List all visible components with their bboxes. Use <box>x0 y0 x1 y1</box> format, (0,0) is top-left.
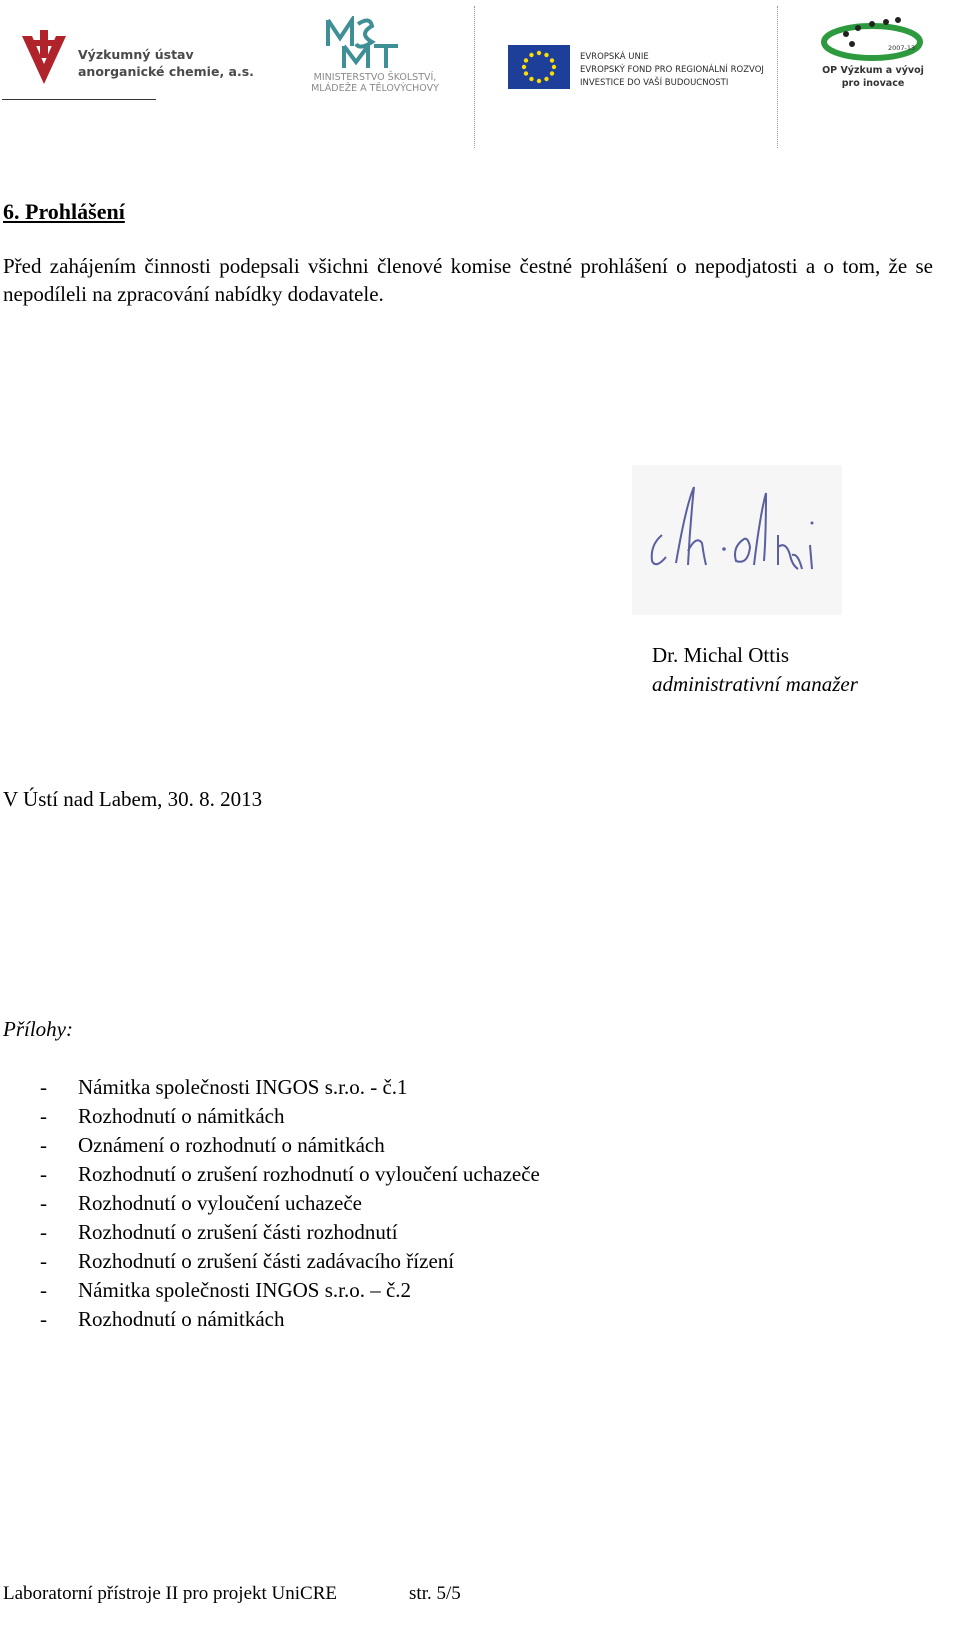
footer-page-number: str. 5/5 <box>409 1583 461 1604</box>
signatory-name: Dr. Michal Ottis <box>652 643 790 667</box>
list-item-text: Rozhodnutí o zrušení části rozhodnutí <box>78 1220 398 1244</box>
list-item-text: Rozhodnutí o zrušení rozhodnutí o vyloučení uchazeče <box>78 1162 540 1186</box>
list-item-text: Rozhodnutí o námitkách <box>78 1307 285 1331</box>
eu-logo-line-3: INVESTICE DO VAŠÍ BUDOUCNOSTI <box>580 78 729 88</box>
eu-logo-line-2: EVROPSKÝ FOND PRO REGIONÁLNÍ ROZVOJ <box>580 65 764 75</box>
list-item-text: Námitka společnosti INGOS s.r.o. - č.1 <box>78 1075 408 1099</box>
list-dash: - <box>40 1307 47 1331</box>
list-dash: - <box>40 1278 47 1302</box>
vuanch-logo-line-1: Výzkumný ústav <box>78 47 194 62</box>
list-dash: - <box>40 1133 47 1157</box>
list-item-text: Námitka společnosti INGOS s.r.o. – č.2 <box>78 1278 412 1302</box>
page-footer <box>3 1581 461 1607</box>
attachments-heading: Přílohy: <box>3 1017 73 1041</box>
list-item-text: Rozhodnutí o vyloučení uchazeče <box>78 1191 362 1215</box>
op-vavpi-emblem-icon <box>818 14 928 64</box>
eu-flag-icon <box>508 45 570 89</box>
vuanch-logo-text <box>78 46 254 80</box>
list-dash: - <box>40 1162 47 1186</box>
section-heading: 6. Prohlášení <box>3 199 125 224</box>
list-item-text: Oznámení o rozhodnutí o námitkách <box>78 1133 385 1157</box>
vuanch-emblem-icon <box>18 30 70 88</box>
logo-divider <box>474 6 475 148</box>
header-underline <box>2 99 156 100</box>
msmt-logo-text <box>300 72 450 94</box>
signatory-role: administrativní manažer <box>652 672 858 696</box>
list-dash: - <box>40 1104 47 1128</box>
list-dash: - <box>40 1075 47 1099</box>
op-vavpi-logo-line-1: OP Výzkum a vývoj <box>822 65 924 76</box>
op-vavpi-years: 2007-13 <box>888 44 916 52</box>
footer-project-name: Laboratorní přístroje II pro projekt UniCRE <box>3 1583 338 1604</box>
eu-logo-line-1: EVROPSKÁ UNIE <box>580 52 649 62</box>
op-vavpi-logo-line-2: pro inovace <box>841 78 905 89</box>
list-dash: - <box>40 1191 47 1215</box>
list-dash: - <box>40 1220 47 1244</box>
eu-logo-text <box>580 51 764 90</box>
msmt-logo-line-2: MLÁDEŽE A TĚLOVÝCHOVY <box>311 83 439 94</box>
logo-divider <box>777 6 778 148</box>
eu-logo <box>508 45 764 95</box>
handwritten-signature <box>632 465 842 615</box>
msmt-monogram-icon <box>300 16 450 70</box>
place-and-date: V Ústí nad Labem, 30. 8. 2013 <box>3 787 263 811</box>
list-item-text: Rozhodnutí o námitkách <box>78 1104 285 1128</box>
vuanch-logo-line-2: anorganické chemie, a.s. <box>78 64 254 79</box>
op-vavpi-logo-text <box>818 64 928 90</box>
intro-paragraph: Před zahájením činnosti podepsali všichni členové komise čestné prohlášení o nepodjatosti a o tom, že se nepodíleli na zpracování nabídky dodavatele. <box>3 254 933 306</box>
list-dash: - <box>40 1249 47 1273</box>
op-vavpi-logo <box>818 14 948 104</box>
vuanch-logo <box>18 30 258 90</box>
msmt-logo <box>300 16 455 96</box>
msmt-logo-line-1: MINISTERSTVO ŠKOLSTVÍ, <box>313 72 437 83</box>
list-item-text: Rozhodnutí o zrušení části zadávacího řízení <box>78 1249 455 1273</box>
